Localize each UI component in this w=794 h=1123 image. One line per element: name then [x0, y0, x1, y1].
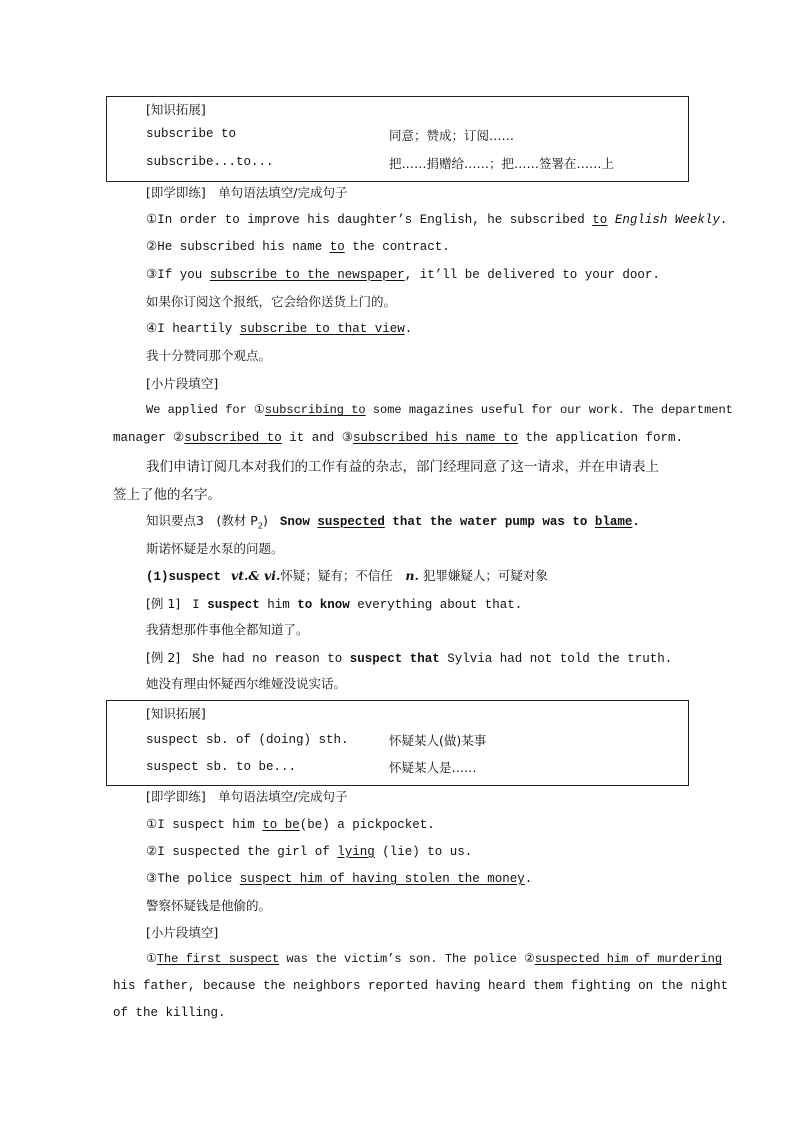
- practice2-sentence-2: ②I suspected the girl of lying (lie) to us.: [146, 845, 473, 859]
- para2-line-3: of the killing.: [113, 1006, 226, 1020]
- para1-line-1: We applied for ①subscribing to some magazines useful for our work. The department: [146, 403, 733, 417]
- para1-translation-2: 签上了他的名字。: [113, 487, 221, 503]
- practice1-sentence-4: ④I heartily subscribe to that view.: [146, 322, 413, 336]
- box1-title: [知识拓展]: [146, 102, 206, 117]
- point3-definition: (1)suspect vt.& vi.怀疑；疑有；不信任 n. 犯罪嫌疑人；可疑对象: [146, 568, 548, 584]
- answer: subscribed to: [184, 431, 282, 445]
- practice2-sentence-3: ③The police suspect him of having stolen the money.: [146, 872, 533, 886]
- box2-title: [知识拓展]: [146, 706, 206, 721]
- answer: subscribe to the newspaper: [209, 268, 405, 282]
- box1-row1-zh: 同意；赞成；订阅……: [389, 128, 515, 143]
- answer: subscribing to: [264, 403, 366, 417]
- point3-translation: 斯诺怀疑是水泵的问题。: [146, 541, 284, 556]
- practice1-sentence-1: ①In order to improve his daughter’s English, he subscribed to English Weekly.: [146, 213, 728, 227]
- practice2-sentence-1: ①I suspect him to be(be) a pickpocket.: [146, 818, 435, 832]
- box1-row2-zh: 把……捐赠给……；把……签署在……上: [389, 156, 615, 171]
- answer: to: [592, 213, 608, 227]
- answer: subscribe to that view: [239, 322, 405, 336]
- box2-row2-zh: 怀疑某人是……: [389, 760, 477, 775]
- answer: blame: [594, 515, 633, 529]
- answer: to: [329, 240, 345, 254]
- answer: lying: [337, 845, 375, 859]
- para1-line-2: manager ②subscribed to it and ③subscribed his name to the application form.: [113, 431, 684, 445]
- answer: to be: [262, 818, 300, 832]
- example-2: [例 2] She had no reason to suspect that Sylvia had not told the truth.: [146, 650, 673, 666]
- answer: suspected: [317, 515, 385, 529]
- box2-row1-en: suspect sb. of (doing) sth.: [146, 733, 349, 747]
- example-2-translation: 她没有理由怀疑西尔维娅没说实话。: [146, 676, 347, 691]
- point3-header: 知识要点3 (教材 $P_2$) Snow suspected that the water pump was to blame.: [146, 513, 640, 531]
- practice1-sentence-2: ②He subscribed his name to the contract.: [146, 240, 450, 254]
- example-1: [例 1] I suspect him to know everything about that.: [146, 596, 523, 612]
- answer: suspect him of having stolen the money: [239, 872, 525, 886]
- practice1-sentence-4-translation: 我十分赞同那个观点。: [146, 348, 272, 363]
- practice1-heading: [即学即练] 单句语法填空/完成句子: [146, 185, 348, 200]
- box2-row1-zh: 怀疑某人(做)某事: [389, 733, 487, 748]
- para2-line-2: his father, because the neighbors reported having heard them fighting on the night: [113, 979, 729, 993]
- answer: suspected him of murdering: [534, 952, 723, 966]
- para2-line-1: ①The first suspect was the victim’s son. The police ②suspected him of murdering: [146, 952, 723, 966]
- example-1-translation: 我猜想那件事他全都知道了。: [146, 622, 309, 637]
- box1-row2-en: subscribe...to...: [146, 155, 274, 169]
- box2-row2-en: suspect sb. to be...: [146, 760, 297, 774]
- practice1-sentence-3-translation: 如果你订阅这个报纸，它会给你送货上门的。: [146, 294, 397, 309]
- box1-row1-en: subscribe to: [146, 127, 237, 141]
- para1-translation-1: 我们申请订阅几本对我们的工作有益的杂志，部门经理同意了这一请求，并在申请表上: [146, 459, 659, 475]
- answer: subscribed his name to: [353, 431, 519, 445]
- answer: The first suspect: [156, 952, 280, 966]
- practice2-heading: [即学即练] 单句语法填空/完成句子: [146, 789, 348, 804]
- para1-heading: [小片段填空]: [146, 376, 219, 391]
- practice1-sentence-3: ③If you subscribe to the newspaper, it’ll be delivered to your door.: [146, 268, 660, 282]
- practice2-sentence-3-translation: 警察怀疑钱是他偷的。: [146, 898, 272, 913]
- para2-heading: [小片段填空]: [146, 925, 219, 940]
